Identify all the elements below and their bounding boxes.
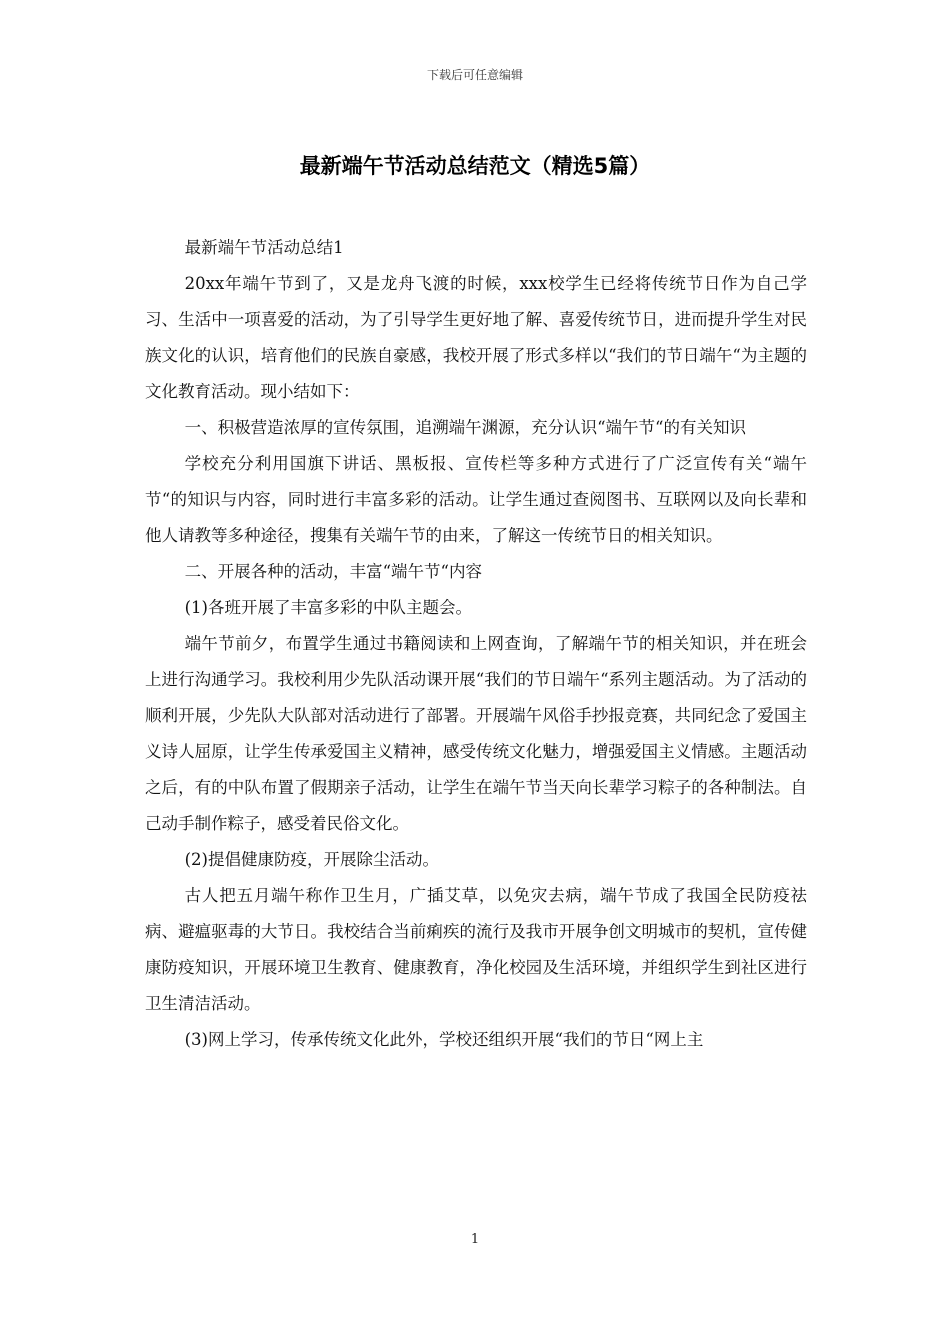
paragraph: (1)各班开展了丰富多彩的中队主题会。 <box>184 598 472 617</box>
paragraph: 端午节前夕，布置学生通过书籍阅读和上网查询，了解端午节的相关知识，并在班会上进行沟通学习。我校利用少先队活动课开展“我们的节日端午“系列主题活动。为了活动的顺利开展，少先队大队部对活动进行了部署。开展端午风俗手抄报竞赛，共同纪念了爱国主义诗人屈原，让学生传承爱国主义精神，感受传统文化魅力，增强爱国主义情感。主题活动之后，有的中队布置了假期亲子活动，让学生在端午节当天向长辈学习粽子的各种制法。自己动手制作粽子，感受着民俗文化。 <box>145 634 807 833</box>
page-number: 1 <box>470 1232 480 1247</box>
paragraph: (3)网上学习，传承传统文化此外，学校还组织开展“我们的节日“网上主 <box>184 1030 704 1049</box>
paragraph: (2)提倡健康防疫，开展除尘活动。 <box>184 850 439 869</box>
paragraph: 古人把五月端午称作卫生月，广插艾草，以免灾去病，端午节成了我国全民防疫祛病、避瘟驱毒的大节日。我校结合当前痢疾的流行及我市开展争创文明城市的契机，宣传健康防疫知识，开展环境卫生教育、健康教育，净化校园及生活环境，并组织学生到社区进行卫生清洁活动。 <box>145 886 807 1013</box>
header-note: 下载后可任意编辑 <box>426 68 523 82</box>
paragraph: 20xx年端午节到了，又是龙舟飞渡的时候，xxx校学生已经将传统节日作为自己学习、生活中一项喜爱的活动，为了引导学生更好地了解、喜爱传统节日，进而提升学生对民族文化的认识，培育他们的民族自豪感，我校开展了形式多样以“我们的节日端午“为主题的文化教育活动。现小结如下： <box>145 274 807 401</box>
paragraph: 二、开展各种的活动，丰富“端午节“内容 <box>184 562 482 581</box>
paragraph: 学校充分利用国旗下讲话、黑板报、宣传栏等多种方式进行了广泛宣传有关“端午节“的知识与内容，同时进行丰富多彩的活动。让学生通过查阅图书、互联网以及向长辈和他人请教等多种途径，搜集有关端午节的由来，了解这一传统节日的相关知识。 <box>145 454 807 545</box>
document-title: 最新端午节活动总结范文（精选5篇） <box>299 154 651 178</box>
paragraph: 一、积极营造浓厚的宣传氛围，追溯端午渊源，充分认识“端午节“的有关知识 <box>184 418 746 437</box>
section-heading: 最新端午节活动总结1 <box>184 238 344 257</box>
document-body <box>145 230 807 1058</box>
